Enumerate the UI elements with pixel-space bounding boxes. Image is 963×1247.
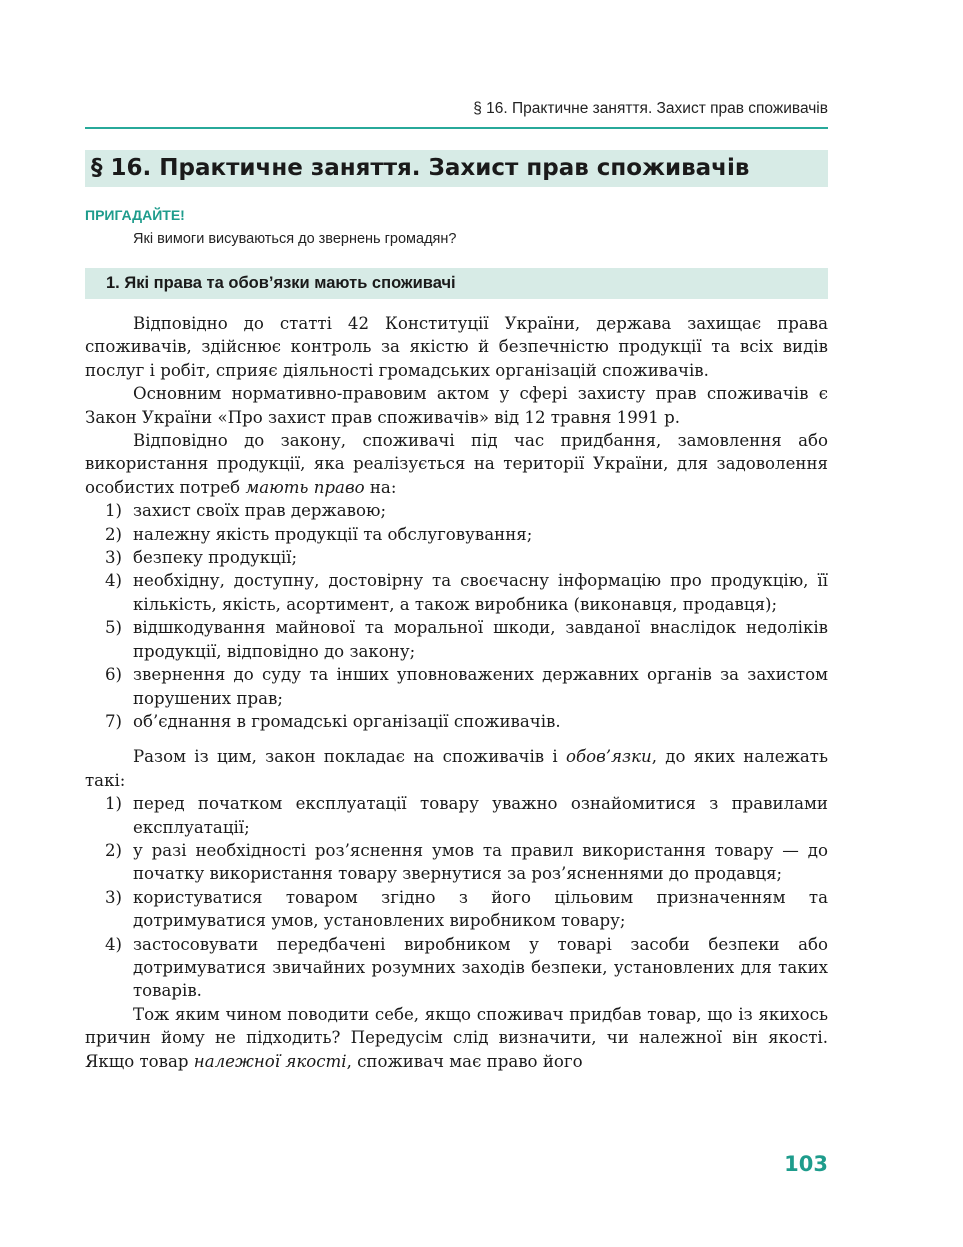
closing-after: , споживач має право його (346, 1051, 583, 1071)
list-text: об’єднання в громадські організації споживачів. (133, 711, 561, 731)
list-text: захист своїх прав державою; (133, 501, 387, 521)
list-item (85, 839, 828, 886)
running-header: § 16. Практичне заняття. Захист прав споживачів (473, 100, 828, 117)
list-item (85, 546, 828, 569)
list-item (85, 933, 828, 1003)
paragraph: Відповідно до статті 42 Конституції України, держава захищає права споживачів, здійснює контроль за якістю й безпечністю продукції та всіх видів послуг і робіт, сприяє діяльності громадських організацій споживачів. (85, 314, 828, 380)
duties-list (85, 792, 828, 1003)
closing-before: Тож яким чином поводити себе, якщо споживач придбав товар, що із якихось причин йому не підходить? Передусім слід визначити, чи належної він якості. Якщо товар (85, 1004, 828, 1071)
list-item (85, 616, 828, 663)
duties-intro (85, 745, 828, 792)
list-item (85, 523, 828, 546)
list-text: у разі необхідності роз’яснення умов та правил використання товару — до початку використання товару звернутися за роз’ясненнями до продавця; (133, 840, 828, 884)
list-number: 7) (105, 711, 123, 731)
list-number: 4) (105, 571, 123, 591)
list-text: безпеку продукції; (133, 548, 298, 568)
list-number: 1) (105, 501, 123, 521)
duties-emphasis: обов’язки (566, 747, 652, 767)
remember-label: ПРИГАДАЙТЕ! (85, 207, 185, 223)
list-item (85, 569, 828, 616)
section-band (85, 268, 828, 299)
list-number: 5) (105, 618, 123, 638)
list-number: 4) (105, 934, 123, 954)
list-text: звернення до суду та інших уповноважених державних органів за захистом порушених прав; (133, 665, 828, 708)
list-item (85, 710, 828, 733)
duties-intro-before: Разом із цим, закон покладає на споживачів і (133, 747, 566, 767)
list-text: необхідну, доступну, достовірну та своєчасну інформацію про продукцію, її кількість, якість, асортимент, а також виробника (виконавця, продавця); (133, 571, 828, 614)
closing-emphasis: належної якості (193, 1051, 347, 1071)
rights-intro-after: на: (364, 477, 397, 497)
list-item (85, 499, 828, 522)
closing-paragraph (85, 1003, 828, 1073)
list-item (85, 792, 828, 839)
rights-list (85, 499, 828, 733)
duties-intro-after: , до яких належать такі: (85, 747, 828, 790)
list-text: перед початком експлуатації товару уважно ознайомитися з правилами експлуатації; (133, 794, 828, 837)
spacer (85, 733, 828, 745)
paragraph: Основним нормативно-правовим актом у сфері захисту прав споживачів є Закон України «Про захист прав споживачів» від 12 травня 1991 р. (85, 384, 828, 427)
list-item (85, 886, 828, 933)
remember-question: Які вимоги висуваються до звернень громадян? (133, 231, 457, 247)
list-text: користуватися товаром згідно з його цільовим призначенням та дотримуватися умов, установлених виробником товару; (133, 887, 828, 931)
list-text: відшкодування майнової та моральної шкоди, завданої внаслідок недоліків продукції, відповідно до закону; (133, 618, 828, 661)
page-number: 103 (784, 1152, 828, 1176)
list-text: належну якість продукції та обслуговування; (133, 524, 533, 544)
body-text (85, 312, 828, 1073)
rights-intro (85, 429, 828, 499)
page-title: § 16. Практичне заняття. Захист прав споживачів (91, 155, 750, 181)
title-band (85, 150, 828, 187)
list-number: 2) (105, 524, 123, 544)
rights-emphasis: мають право (245, 477, 365, 497)
rights-intro-before: Відповідно до закону, споживачі під час придбання, замовлення або використання продукції, яка реалізується на території України, для задоволення особистих потреб (85, 431, 828, 497)
list-number: 3) (105, 548, 123, 568)
list-number: 3) (105, 887, 123, 907)
section-heading: 1. Які права та обов’язки мають споживачі (106, 274, 456, 292)
list-number: 2) (105, 840, 123, 860)
list-text: застосовувати передбачені виробником у товарі засоби безпеки або дотримуватися звичайних розумних заходів безпеки, установлених для таких товарів. (133, 934, 828, 1001)
header-rule (85, 127, 828, 129)
list-number: 1) (105, 794, 123, 814)
list-item (85, 663, 828, 710)
list-number: 6) (105, 665, 123, 685)
